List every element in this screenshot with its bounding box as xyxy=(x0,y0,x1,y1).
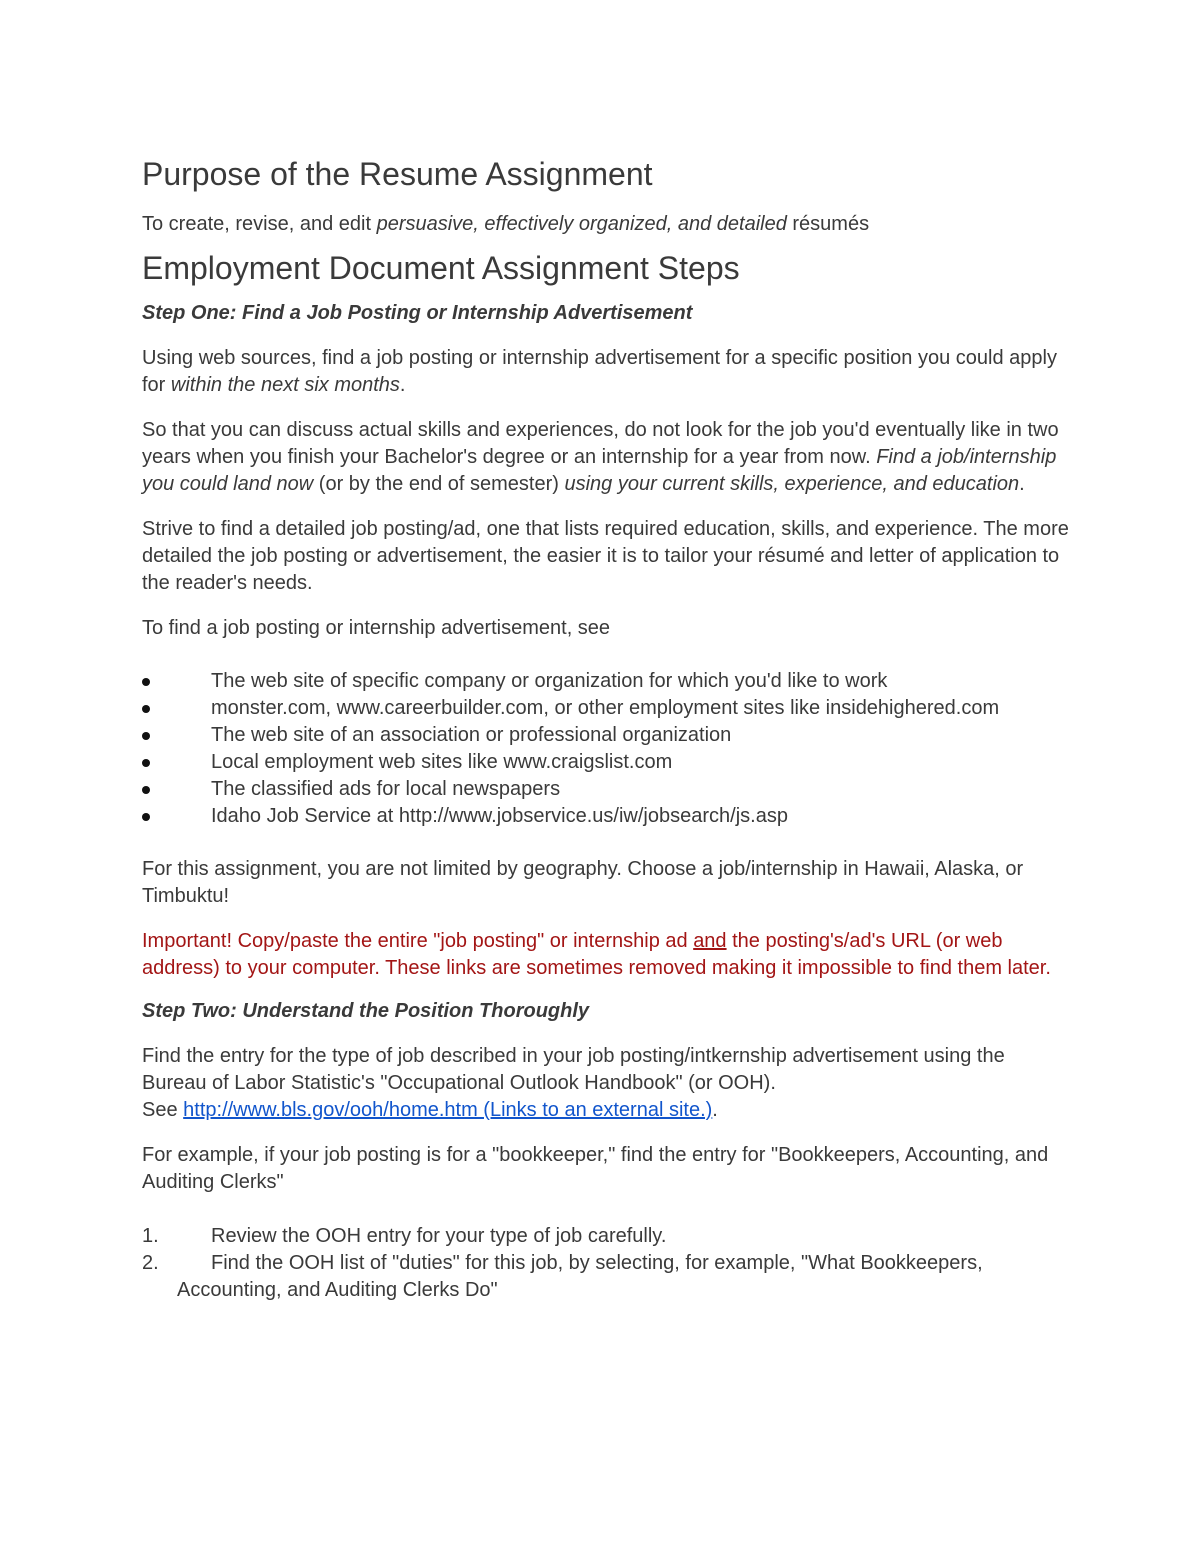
p2-text-c: (or by the end of semester) xyxy=(313,473,565,495)
job-source-list xyxy=(142,668,1072,830)
bls-ooh-link[interactable]: http://www.bls.gov/ooh/home.htm (Links to an external site.) xyxy=(183,1099,713,1121)
list-item xyxy=(142,722,1072,749)
p2-text-e: . xyxy=(1019,473,1025,495)
purpose-prefix: To create, revise, and edit xyxy=(142,213,377,235)
p2-italic-b: Find a job/internship you could land now xyxy=(142,446,1057,495)
section-heading: Employment Document Assignment Steps xyxy=(142,250,740,286)
document-page xyxy=(142,150,1072,1304)
list-item xyxy=(142,668,1072,695)
bullet-icon xyxy=(142,732,150,740)
important-text-b: the posting's/ad's URL (or web address) to your computer. These links are sometimes removed making it impossible to find them later. xyxy=(142,930,1051,979)
p1-italic: within the next six months xyxy=(170,374,400,396)
p1-suffix: . xyxy=(399,374,406,396)
bullet-icon xyxy=(142,813,150,821)
list-item-text: The classified ads for local newspapers xyxy=(211,778,561,800)
p2-text-a: So that you can discuss actual skills and experiences, do not look for the job you'd eventually like in two years when you finish your Bachelor's degree or an internship for a year from now. xyxy=(142,419,1059,468)
list-item-text: Idaho Job Service at http://www.jobservice.us/iw/jobsearch/js.asp xyxy=(211,805,788,827)
list-item xyxy=(142,1223,1072,1250)
list-item xyxy=(142,1250,1072,1304)
important-and: and xyxy=(693,930,727,952)
ooh-steps-list xyxy=(142,1223,1072,1304)
important-text-a: Important! Copy/paste the entire "job posting" or internship ad xyxy=(142,930,694,952)
step-two-heading: Step Two: Understand the Position Thoroughly xyxy=(142,1000,590,1022)
list-item-text: Review the OOH entry for your type of job carefully. xyxy=(211,1225,667,1247)
step-one-paragraph-2 xyxy=(142,417,1072,498)
important-note xyxy=(142,928,1072,982)
list-number: 2. xyxy=(142,1252,159,1274)
p1-text: Using web sources, find a job posting or internship advertisement for a specific position you could apply for xyxy=(142,347,1057,396)
list-item xyxy=(142,803,1072,830)
list-item-text: Local employment web sites like www.craigslist.com xyxy=(211,751,673,773)
list-item-text: The web site of specific company or organization for which you'd like to work xyxy=(211,670,888,692)
step-one-paragraph-5: For this assignment, you are not limited by geography. Choose a job/internship in Hawaii, Alaska, or Timbuktu! xyxy=(142,858,1024,907)
ooh-text: Find the entry for the type of job described in your job posting/intkernship advertisement using the Bureau of Labor Statistic's "Occupational Outlook Handbook" (or OOH). xyxy=(142,1045,1005,1094)
step-one-paragraph-4: To find a job posting or internship advertisement, see xyxy=(142,617,611,639)
see-label: See xyxy=(142,1099,184,1121)
bullet-icon xyxy=(142,705,150,713)
step-one-paragraph-1 xyxy=(142,345,1072,399)
see-suffix: . xyxy=(712,1099,718,1121)
list-item xyxy=(142,695,1072,722)
purpose-italic: persuasive, effectively organized, and detailed xyxy=(376,213,787,235)
step-two-paragraph-2: For example, if your job posting is for a "bookkeeper," find the entry for "Bookkeepers, Accounting, and Auditing Clerks" xyxy=(142,1144,1049,1193)
list-item xyxy=(142,749,1072,776)
list-item-text: monster.com, www.careerbuilder.com, or other employment sites like insidehighered.com xyxy=(211,697,1000,719)
list-item-text: The web site of an association or professional organization xyxy=(211,724,732,746)
bullet-icon xyxy=(142,678,150,686)
list-item-text: Find the OOH list of "duties" for this job, by selecting, for example, "What Bookkeepers, Accounting, and Auditing Clerks Do" xyxy=(177,1252,983,1301)
page-title: Purpose of the Resume Assignment xyxy=(142,156,653,192)
step-one-heading: Step One: Find a Job Posting or Internship Advertisement xyxy=(142,302,693,324)
bullet-icon xyxy=(142,759,150,767)
purpose-suffix: résumés xyxy=(786,213,870,235)
list-number: 1. xyxy=(142,1225,159,1247)
p2-italic-d: using your current skills, experience, and education xyxy=(564,473,1020,495)
bullet-icon xyxy=(142,786,150,794)
step-one-paragraph-3: Strive to find a detailed job posting/ad, one that lists required education, skills, and experience. The more detailed the job posting or advertisement, the easier it is to tailor your résumé and letter of application to the reader's needs. xyxy=(142,518,1069,594)
step-two-paragraph-1 xyxy=(142,1043,1072,1124)
list-item xyxy=(142,776,1072,803)
purpose-statement xyxy=(142,211,1072,238)
